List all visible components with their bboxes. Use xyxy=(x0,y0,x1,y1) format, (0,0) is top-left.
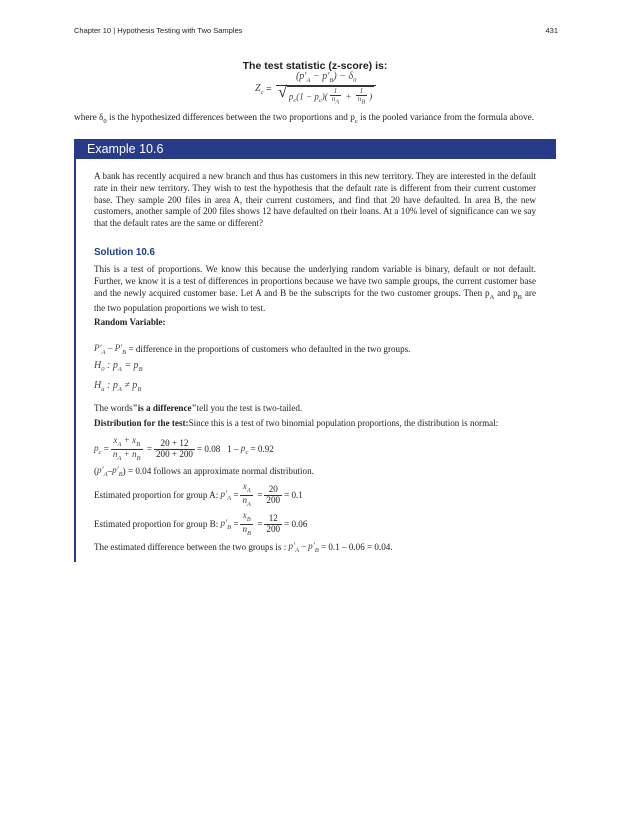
page-number: 431 xyxy=(545,26,558,35)
chapter-title: Chapter 10 | Hypothesis Testing with Two Samples xyxy=(74,26,243,35)
where-text: where $\delta_0$ is the hypothesized differences between the two proportions and $p_c$ is the pooled variance from the formula above. xyxy=(74,113,535,125)
estimate-b-value: = 0.06 xyxy=(284,519,308,530)
distribution-label: Distribution for the test: xyxy=(94,418,189,428)
solution-intro-end: are the two population proportions we wish to test. xyxy=(94,287,536,314)
example-title: Example 10.6 xyxy=(87,142,164,156)
solution-intro: This is a test of proportions. We know this because the underlying random variable is binary, default or not default. Further, we know it is a test of differences in proportions because we have two sample groups, the current customer base and the newly acquired customer base. Let A and B be the subscripts for the two customer groups. Then $p_A$ and $p_B$ are the two population proportions we wish to test. xyxy=(94,264,536,314)
example-left-rule xyxy=(74,159,76,562)
random-variable-text: = difference in the proportions of customers who defaulted in the two groups. xyxy=(128,344,411,355)
estimate-a-numerator: 20 xyxy=(264,485,282,496)
estimate-b-denominator: 200 xyxy=(266,523,281,534)
solution-intro-and: and p xyxy=(497,287,518,298)
pooled-proportion: $p_c$ = $\frac{x_A + x_B}{n_A + n_B}$ = $\frac{20 + 12}{200 + 200}$ = 0.08 1 – $p_c$ = 0.92 xyxy=(94,435,274,462)
page-header xyxy=(74,26,558,35)
example-problem: A bank has recently acquired a new branch and thus has customers in this new territory. They are interested in the default rate in their new territory. They wish to test the hypothesis that the default rate is different from their current customer base. They sample 200 files in area A, their current customers, and find that 20 have defaulted. In area B, the new customers, another sample of 200 files shows 12 have defaulted on their loans. At a 10% level of significance can we say that the default rates are the same or different? xyxy=(94,171,536,229)
estimate-a-denominator: 200 xyxy=(266,494,281,505)
estimate-a-value: = 0.1 xyxy=(284,490,303,501)
estimated-difference-label: The estimated difference between the two groups is : xyxy=(94,542,287,553)
difference-distribution: ( $p'_A$ – $p'_B$ ) = 0.04 follows an approximate normal distribution. xyxy=(94,465,314,478)
where-text-part1: is the hypothesized differences between the two proportions and xyxy=(109,113,348,123)
estimate-b-label: Estimated proportion for group B: xyxy=(94,519,219,530)
pooled-numerator: 20 + 12 xyxy=(154,439,195,450)
null-hypothesis: $H_0$ : $p_A = p_B$ xyxy=(94,360,143,373)
alternative-hypothesis: $H_a$ : $p_A \ne p_B$ xyxy=(94,380,142,393)
one-minus-value: = 0.92 xyxy=(250,444,274,455)
distribution-desc: Since this is a test of two binomial population proportions, the distribution is normal: xyxy=(188,418,499,428)
pooled-denominator: 200 + 200 xyxy=(156,448,193,459)
example-header xyxy=(74,139,556,159)
words-post: tell you the test is two-tailed. xyxy=(196,403,303,413)
words-bold: "is a difference" xyxy=(132,403,197,413)
words-pre: The words xyxy=(94,403,133,413)
solution-intro-text: This is a test of proportions. We know this because the underlying random variable is binary, default or not default. Further, we know it is a test of differences in proportions because we have two sample groups, the current customer base and the newly acquired customer base. Let A and B be the subscripts for the two customer groups. Then p xyxy=(94,264,536,298)
random-variable-label: Random Variable: xyxy=(94,317,166,327)
one-minus: 1 – xyxy=(227,444,239,455)
where-text-part2: is the pooled variance from the formula above. xyxy=(360,113,535,123)
estimated-difference: The estimated difference between the two groups is : $p'_A - p'_B$ = 0.1 – 0.06 = 0.04. xyxy=(94,541,393,554)
estimate-group-b: Estimated proportion for group B: $p'_B$ = $\frac{x_B}{n_B}$ = $\frac{12}{200}$ = 0.06 xyxy=(94,510,308,537)
difference-text: = 0.04 follows an approximate normal distribution. xyxy=(127,466,314,477)
estimate-b-numerator: 12 xyxy=(264,514,282,525)
z-score-formula: $Z_c$ = $(p'_A - p'_B) - \delta_0$ √ $p_c(1 - p_c)$( $\frac{1}{n_A}$ + $\frac{1}{n_B}$ ) xyxy=(255,72,378,106)
estimate-group-a: Estimated proportion for group A: $p'_A$ = $\frac{x_A}{n_A}$ = $\frac{20}{200}$ = 0.1 xyxy=(94,481,303,508)
solution-title: Solution 10.6 xyxy=(94,247,155,258)
pooled-value: = 0.08 xyxy=(196,444,221,455)
estimate-a-label: Estimated proportion for group A: xyxy=(94,490,219,501)
test-statistic-heading: The test statistic (z-score) is: xyxy=(242,60,388,72)
two-tailed-note xyxy=(94,403,302,413)
estimated-difference-value: = 0.1 – 0.06 = 0.04. xyxy=(320,542,393,553)
random-variable-def: $P'_A - P'_B$ = difference in the proportions of customers who defaulted in the two groups. xyxy=(94,343,411,356)
distribution-text xyxy=(94,418,498,428)
